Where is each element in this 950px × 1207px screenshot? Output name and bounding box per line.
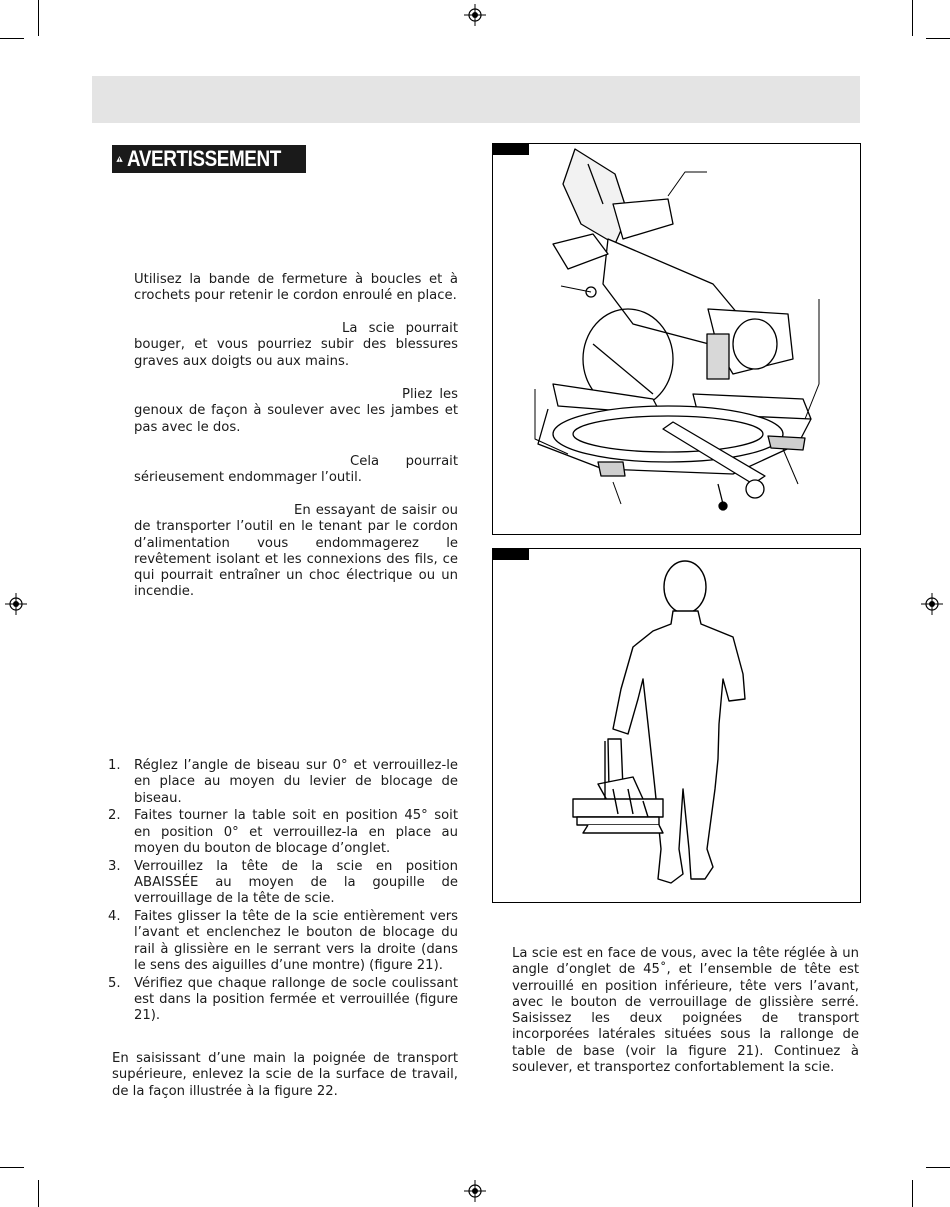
crop-mark — [38, 1180, 39, 1207]
list-item: 2. Faites tourner la table soit en position 45° soit en position 0° et verrouillez-la en place au moyen du bouton de blocage d’onglet. — [108, 808, 458, 856]
warning-label — [112, 145, 306, 173]
crop-mark — [912, 0, 913, 36]
warning-item: La scie pourrait bouger, et vous pourriez subir des blessures graves aux doigts ou aux mains. — [134, 321, 458, 369]
list-item: 3. Verrouillez la tête de la scie en position ABAISSÉE au moyen de la goupille de verrouillage de la tête de scie. — [108, 858, 458, 907]
carry-instructions-left: En saisissant d’une main la poignée de transport supérieure, enlevez la scie de la surface de travail, de la façon illustrée à la figure 22. — [112, 1051, 458, 1099]
miter-saw-illustration — [493, 144, 860, 534]
list-item: 1. Réglez l’angle de biseau sur 0° et verrouillez-le en place au moyen du levier de blocage de biseau. — [108, 758, 458, 806]
warning-item: Pliez les genoux de façon à soulever avec les jambes et pas avec le dos. — [134, 387, 458, 435]
registration-mark-icon — [464, 1180, 486, 1202]
figure-21 — [492, 143, 861, 535]
crop-mark — [926, 1167, 950, 1168]
list-item: 4. Faites glisser la tête de la scie entièrement vers l’avant et enclenchez le bouton de blocage du rail à glissière en le serrant vers la droite (dans le sens des aiguilles d’une montre) (figure 21). — [108, 909, 458, 974]
person-carrying-saw-illustration — [493, 549, 860, 902]
crop-mark — [926, 38, 950, 39]
registration-mark-icon — [921, 593, 943, 615]
warning-item: Utilisez la bande de fermeture à boucles et à crochets pour retenir le cordon enroulé en place. — [134, 272, 458, 304]
figure-22 — [492, 548, 861, 903]
warning-item: Cela pourrait sérieusement endommager l’outil. — [134, 454, 458, 486]
registration-mark-icon — [464, 4, 486, 26]
carry-instructions-right: La scie est en face de vous, avec la tête réglée à un angle d’onglet de 45˚, et l’ensemble de tête est verrouillé en position inférieure, tête vers l’avant, avec le bouton de verrouillage de glissière serré. Saisissez les deux poignées de transport incorporées latérales situées sous la rallonge de table de base (voir la figure 21). Continuez à soulever, et transportez confortablement la scie. — [512, 946, 859, 1076]
section-header-band — [92, 76, 860, 123]
warning-triangle-icon — [116, 149, 123, 169]
warning-item: En essayant de saisir ou de transporter l’outil en le tenant par le cordon d’alimentation vous endommagerez le revêtement isolant et les connexions des fils, ce qui pourrait entraîner un choc électrique ou un incendie. — [134, 503, 458, 600]
crop-mark — [0, 38, 24, 39]
crop-mark — [38, 0, 39, 36]
list-item: 5. Vérifiez que chaque rallonge de socle coulissant est dans la position fermée et verrouillée (figure 21). — [108, 975, 458, 1024]
crop-mark — [912, 1180, 913, 1207]
procedure-steps — [108, 758, 458, 1026]
warning-label-text: AVERTISSEMENT — [127, 146, 281, 171]
registration-mark-icon — [5, 593, 27, 615]
crop-mark — [0, 1167, 24, 1168]
